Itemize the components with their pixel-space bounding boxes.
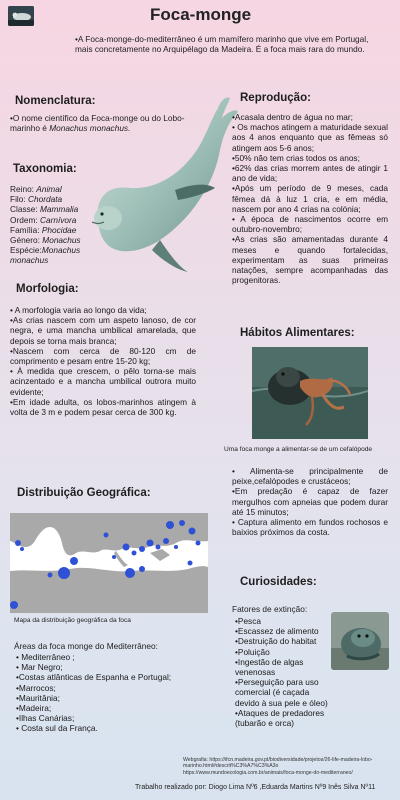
taxonomia-value: Phocidae bbox=[41, 224, 77, 235]
list-item: • Captura alimento em fundos rochosos e baixios próximos da costa. bbox=[232, 517, 388, 538]
taxonomia-label: Reino: bbox=[10, 184, 37, 194]
morfologia-list bbox=[10, 305, 196, 417]
taxonomia-label: Classe: bbox=[10, 204, 40, 215]
list-item: •Ilhas Canárias; bbox=[16, 713, 75, 724]
reproducao-heading: Reprodução: bbox=[240, 92, 311, 104]
list-item: •Madeira; bbox=[16, 703, 52, 714]
taxonomia-row bbox=[10, 225, 120, 235]
taxonomia-value: Monachus monachus bbox=[10, 245, 81, 266]
taxonomia-value: Carnívora bbox=[39, 214, 77, 225]
curiosidades-lead: Fatores de extinção: bbox=[232, 604, 308, 614]
habitos-caption: Uma foca monge a alimentar-se de um cefalópode bbox=[224, 446, 373, 453]
taxonomia-label: Filo: bbox=[10, 194, 28, 205]
list-item: •Após um período de 9 meses, cada fêmea dá à luz 1 cria, e em média, nascem por ano 4 crias na colónia; bbox=[232, 183, 388, 214]
list-item: •Pesca bbox=[235, 616, 261, 626]
list-item: •Costas atlânticas de Espanha e Portugal; bbox=[16, 672, 172, 683]
list-item: • Mediterrâneo ; bbox=[16, 652, 75, 662]
distribuicao-lead: Áreas da foca monge do Mediterrâneo: bbox=[14, 641, 158, 651]
nomenclatura-text-body: •O nome científico da Foca-monge ou do Lobo-marinho é bbox=[10, 113, 185, 134]
taxonomia-row bbox=[10, 184, 120, 194]
seal-pup-image bbox=[331, 612, 389, 670]
taxonomia-label: Ordem: bbox=[10, 214, 40, 225]
taxonomia-value: Monachus bbox=[42, 235, 81, 246]
taxonomia-label: Género: bbox=[10, 235, 43, 246]
curiosidades-list bbox=[235, 616, 333, 728]
taxonomia-row bbox=[10, 204, 120, 214]
nomenclatura-scientific-name: Monachus monachus. bbox=[49, 123, 131, 134]
list-item: •62% das crias morrem antes de atingir 1 ano de vida; bbox=[232, 163, 388, 184]
list-item: •Destruição do habitat bbox=[235, 636, 317, 647]
list-item: • Mar Negro; bbox=[16, 662, 63, 673]
taxonomia-row bbox=[10, 215, 120, 225]
distribuicao-heading: Distribuição Geográfica: bbox=[17, 487, 151, 499]
taxonomia-label: Espécie: bbox=[10, 245, 42, 256]
taxonomia-value: Animal bbox=[36, 184, 62, 194]
list-item: •Nascem com cerca de 80-120 cm de comprimento e pesam entre 15-20 kg; bbox=[10, 345, 196, 367]
list-item: • À medida que crescem, o pêlo torna-se mais acinzentado e a mancha umbilical outrora muito evidente; bbox=[10, 366, 196, 397]
taxonomia-value: Chordata bbox=[27, 194, 63, 205]
reproducao-list bbox=[232, 112, 388, 285]
nomenclatura-heading: Nomenclatura: bbox=[15, 95, 96, 107]
list-item: •Poluição bbox=[235, 646, 270, 657]
taxonomia-heading: Taxonomia: bbox=[13, 163, 77, 175]
taxonomia-label: Família: bbox=[10, 224, 42, 235]
taxonomia-list bbox=[10, 184, 120, 266]
list-item: •Acasala dentro de água no mar; bbox=[232, 112, 353, 122]
taxonomia-row bbox=[10, 194, 120, 204]
list-item: •50% não tem crias todos os anos; bbox=[232, 152, 360, 163]
list-item: • A época de nascimentos ocorre em outubro-novembro; bbox=[232, 214, 388, 235]
curiosidades-heading: Curiosidades: bbox=[240, 576, 317, 588]
taxonomia-row bbox=[10, 235, 120, 245]
list-item: •Ingestão de algas venenosas bbox=[235, 656, 304, 678]
distribuicao-list bbox=[16, 652, 206, 734]
distribution-map-image bbox=[10, 513, 208, 613]
list-item: •Escassez de alimento bbox=[235, 626, 319, 637]
page-title: Foca-monge bbox=[150, 5, 252, 24]
logo-image bbox=[8, 6, 34, 26]
taxonomia-value: Mammalia bbox=[39, 204, 79, 215]
list-item: •Perseguição para uso comercial (é caçada devido à sua pele e óleo) bbox=[235, 677, 328, 708]
list-item: •Em predação é capaz de fazer mergulhos com apneias que podem durar até 15 minutos; bbox=[232, 486, 388, 517]
webgrafia-text: Webgrafia: https://ifcn.madeira.gov.pt/biodiversidade/projetos/26-life-madeira-lobo-marinho.html#descrit%C3%A7%C3%A3o https://www.mundoecologia.com.br/animais/foca-monge-do-mediterraneo/ bbox=[183, 757, 373, 776]
morfologia-heading: Morfologia: bbox=[16, 283, 79, 295]
list-item: •As crias nascem com um aspeto lanoso, de cor negra, e uma mancha umbilical amarelada, que depois se torna mais branca; bbox=[10, 315, 196, 346]
list-item: •Mauritânia; bbox=[16, 692, 60, 703]
list-item: • Costa sul da França. bbox=[16, 723, 98, 734]
list-item: •Em idade adulta, os lobos-marinhos atingem à volta de 3 m e podem pesar cerca de 300 kg. bbox=[10, 396, 196, 418]
nomenclatura-text bbox=[10, 113, 195, 133]
seal-feeding-image bbox=[252, 347, 368, 439]
intro-text: •A Foca-monge-do-mediterrâneo é um mamífero marinho que vive em Portugal, mais concretamente no Arquipélago da Madeira. É a foca mais rara do mundo. bbox=[75, 34, 369, 55]
footer-credits: Trabalho realizado por: Diogo Lima Nº6 ,Eduarda Martins Nº9 Inês Silva Nº11 bbox=[135, 784, 376, 791]
habitos-list bbox=[232, 466, 388, 537]
list-item: • A morfologia varia ao longo da vida; bbox=[10, 305, 147, 315]
habitos-heading: Hábitos Alimentares: bbox=[240, 327, 355, 339]
list-item: • Alimenta-se principalmente de peixe,cefalópodes e crustáceos; bbox=[232, 466, 388, 487]
list-item: •Marrocos; bbox=[16, 682, 56, 693]
list-item: •As crias são amamentadas durante 4 meses e quando fortalecidas, experimentam as suas primeiras natações, sempre acompanhadas das progenitoras. bbox=[232, 234, 388, 286]
taxonomia-row bbox=[10, 245, 120, 265]
list-item: • Os machos atingem a maturidade sexual aos 4 anos enquanto que as fêmeas só atingem aos 5-6 anos; bbox=[232, 122, 389, 153]
distribuicao-caption: Mapa da distribuição geográfica da foca bbox=[14, 617, 131, 624]
list-item: •Ataques de predadores (tubarão e orca) bbox=[235, 707, 325, 729]
